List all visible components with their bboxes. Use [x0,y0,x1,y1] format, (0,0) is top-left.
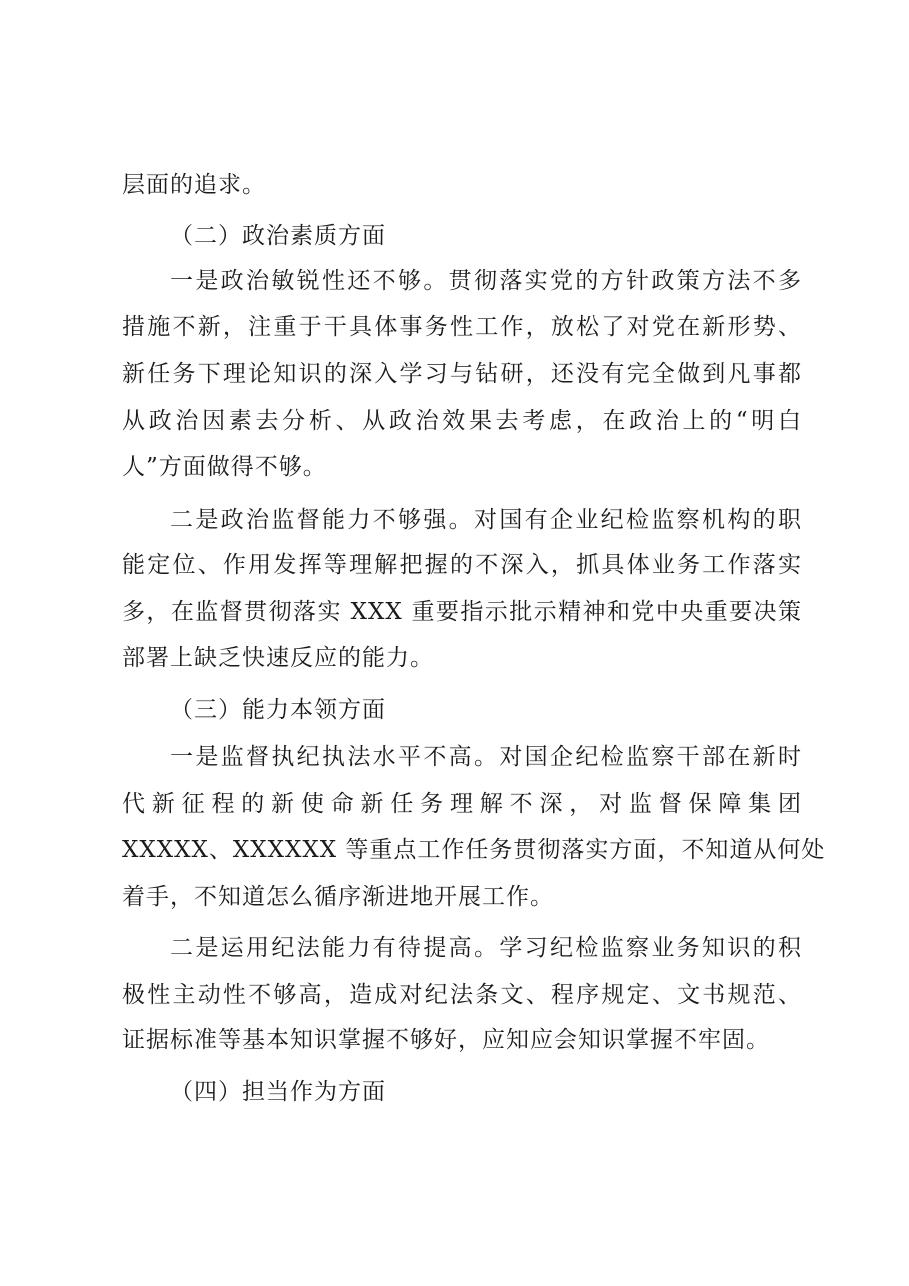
paragraph-line: 证据标准等基本知识掌握不够好，应知应会知识掌握不牢固。 [122,1027,770,1053]
paragraph-line: 一是政治敏锐性还不够。贯彻落实党的方针政策方法不多 [170,268,802,294]
paragraph-line: 着手，不知道怎么循序渐进地开展工作。 [122,884,554,910]
paragraph-line: 人”方面做得不够。 [122,454,327,480]
paragraph-line: XXXXX、XXXXXX 等重点工作任务贯彻落实方面，不知道从何处 [122,837,826,863]
paragraph-line: 二是运用纪法能力有待提高。学习纪检监察业务知识的积 [170,935,802,961]
section-heading-responsibility: （四）担当作为方面 [170,1079,386,1105]
paragraph-line: 能定位、作用发挥等理解把握的不深入，抓具体业务工作落实 [122,552,802,578]
paragraph-line: 极性主动性不够高，造成对纪法条文、程序规定、文书规范、 [122,982,802,1008]
paragraph-line: 从政治因素去分析、从政治效果去考虑，在政治上的“明白 [122,408,802,434]
paragraph-line: 部署上缺乏快速反应的能力。 [122,645,434,671]
paragraph-line: 二是政治监督能力不够强。对国有企业纪检监察机构的职 [170,507,802,533]
paragraph-line: 代新征程的新使命新任务理解不深，对监督保障集团 [122,791,802,817]
paragraph-line: 层面的追求。 [122,172,266,198]
section-heading-ability: （三）能力本领方面 [170,697,386,723]
paragraph-line: 措施不新，注重于干具体事务性工作，放松了对党在新形势、 [122,314,802,340]
paragraph-line: 多，在监督贯彻落实 XXX 重要指示批示精神和党中央重要决策 [122,599,802,625]
paragraph-line: 一是监督执纪执法水平不高。对国企纪检监察干部在新时 [170,744,802,770]
paragraph-line: 新任务下理论知识的深入学习与钻研，还没有完全做到凡事都 [122,361,802,387]
section-heading-political-quality: （二）政治素质方面 [170,223,386,249]
